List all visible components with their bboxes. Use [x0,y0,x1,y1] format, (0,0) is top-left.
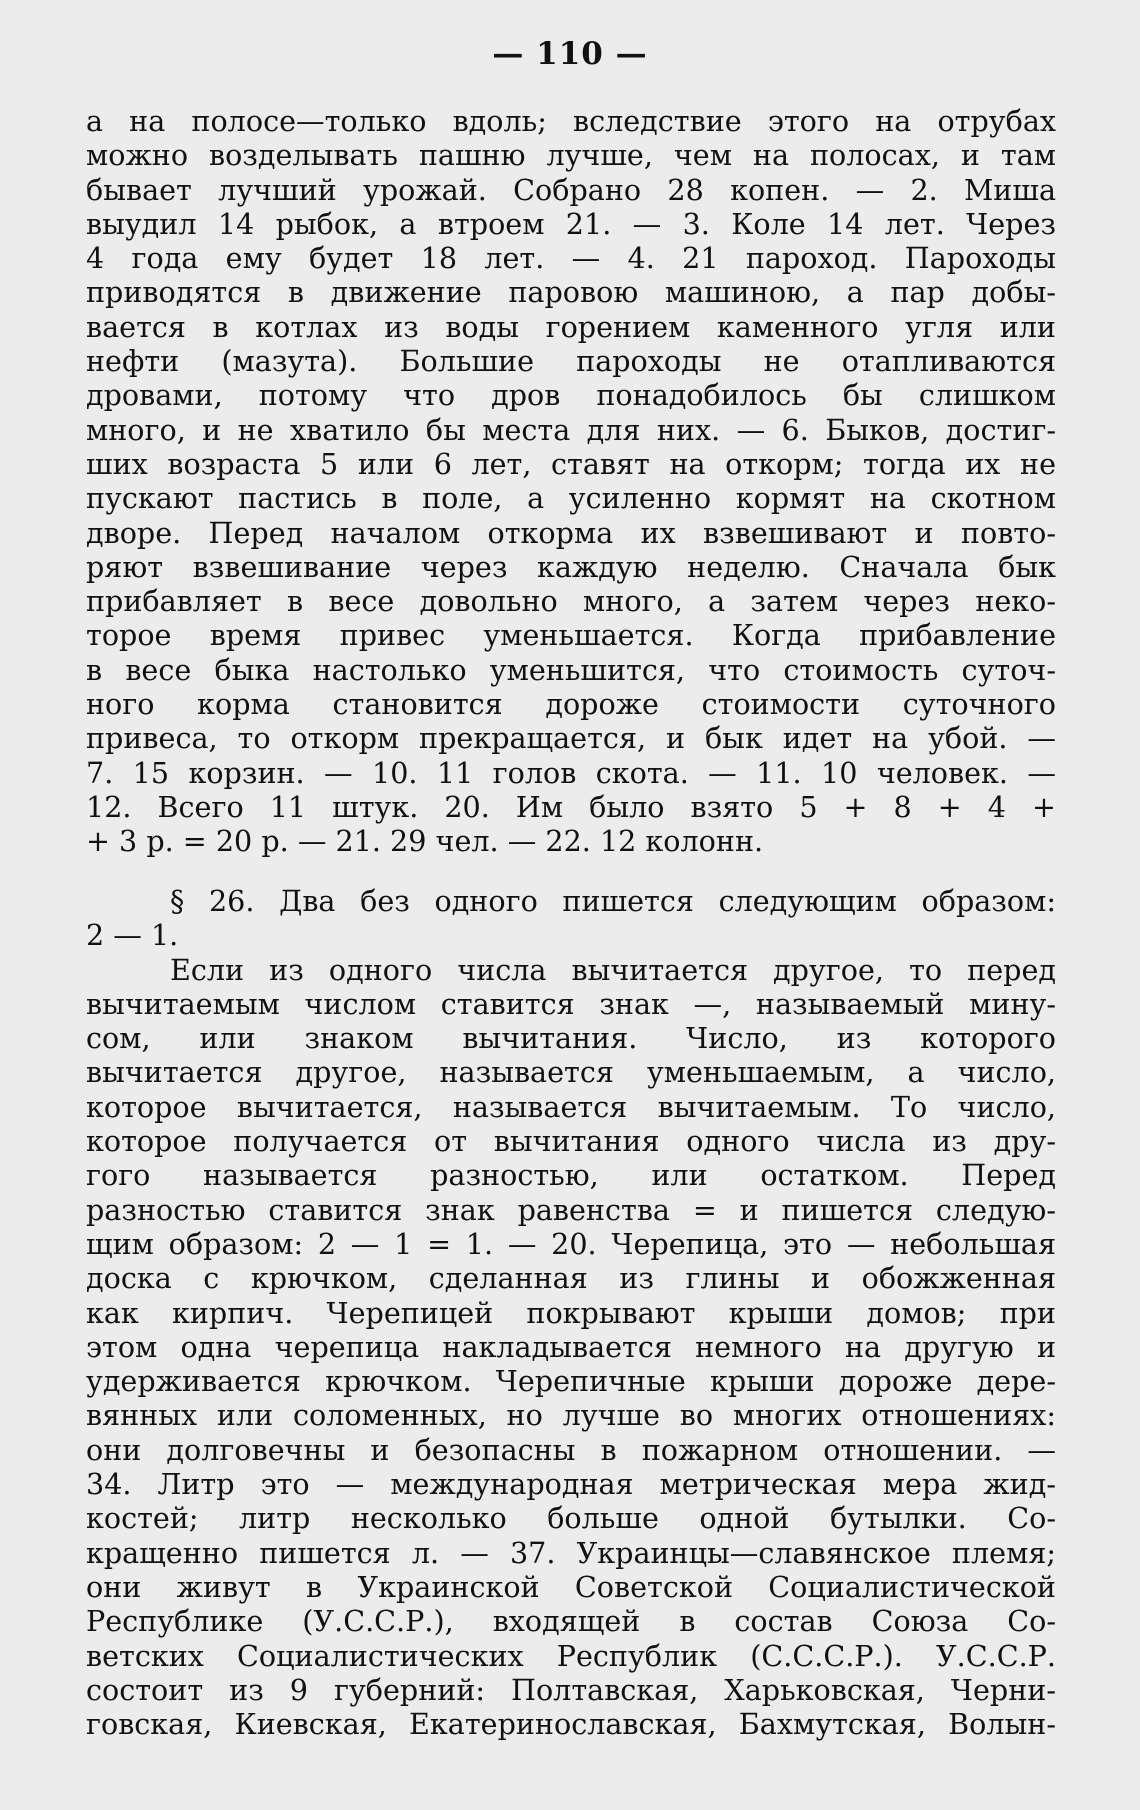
text-line: а на полосе—только вдоль; вследствие этого на отрубах [86,104,1056,138]
text-line: состоит из 9 губерний: Полтавская, Харьковская, Черни- [86,1672,1056,1707]
text-line: вается в котлах из воды горением каменного угля или [86,309,1056,344]
text-line: щим образом: 2 — 1 = 1. — 20. Черепица, это — небольшая [86,1226,1056,1261]
text-line: бывает лучший урожай. Собрано 28 копен. — 2. Миша [86,172,1056,207]
text-line: 4 года ему будет 18 лет. — 4. 21 пароход. Пароходы [86,241,1056,276]
text-line: как кирпич. Черепицей покрывают крыши домов; при [86,1295,1056,1330]
text-line: ного корма становится дороже стоимости суточного [86,687,1056,722]
text-line: приводятся в движение паровою машиною, а пар добы- [86,275,1056,310]
text-line: разностью ставится знак равенства = и пишется следую- [86,1192,1056,1227]
text-line: ряют взвешивание через каждую неделю. Сначала бык [86,549,1056,584]
text-line: удерживается крючком. Черепичные крыши дороже дере- [86,1364,1056,1399]
text-line: ших возраста 5 или 6 лет, ставят на откорм; тогда их не [86,446,1056,481]
text-line: прибавляет в весе довольно много, а затем через неко- [86,584,1056,619]
text-line: сом, или знаком вычитания. Число, из которого [86,1021,1056,1056]
text-line: кращенно пишется л. — 37. Украинцы—славянское племя; [86,1535,1056,1570]
text-line: торое время привес уменьшается. Когда прибавление [86,618,1056,653]
text-line: гого называется разностью, или остатком. Перед [86,1158,1056,1193]
text-line: 2 — 1. [86,918,179,953]
text-line: доска с крючком, сделанная из глины и обожженная [86,1261,1056,1296]
text-line: 34. Литр это — международная метрическая мера жид- [86,1467,1056,1502]
page-number: — 110 — [492,36,648,72]
text-line: можно возделывать пашню лучше, чем на полосах, и там [86,138,1056,173]
text-line: вычитается другое, называется уменьшаемым, а число, [86,1055,1056,1090]
text-line: они живут в Украинской Советской Социалистической [86,1569,1056,1604]
text-line: которое получается от вычитания одного числа из дру- [86,1124,1056,1159]
text-line: ветских Социалистических Республик (С.С.С.Р.). У.С.С.Р. [86,1638,1056,1673]
text-line: 12. Всего 11 штук. 20. Им было взято 5 + 8 + 4 + [86,789,1056,824]
text-line: пускают пастись в поле, а усиленно кормят на скотном [86,481,1056,516]
text-line: костей; литр несколько больше одной бутылки. Со- [86,1501,1056,1536]
text-line: в весе быка настолько уменьшится, что стоимость суточ- [86,652,1056,687]
text-line: вычитаемым числом ставится знак —, называемый мину- [86,986,1056,1021]
text-line: Если из одного числа вычитается другое, то перед [170,952,1056,987]
text-line: нефти (мазута). Большие пароходы не отапливаются [86,344,1056,379]
section-26-paragraph [86,884,1056,1741]
text-line: 7. 15 корзин. — 10. 11 голов скота. — 11. 10 человек. — [86,755,1056,790]
text-line: дровами, потому что дров понадобилось бы слишком [86,378,1056,413]
text-line: + 3 р. = 20 р. — 21. 29 чел. — 22. 12 колонн. [86,824,764,859]
answers-paragraph [86,104,1056,859]
text-line: выудил 14 рыбок, а втроем 21. — 3. Коле 14 лет. Через [86,206,1056,241]
text-line: этом одна черепица накладывается немного на другую и [86,1329,1056,1364]
text-line: привеса, то откорм прекращается, и бык идет на убой. — [86,721,1056,756]
section-heading-line: § 26. Два без одного пишется следующим образом: [170,884,1056,918]
text-line: Республике (У.С.С.Р.), входящей в состав Союза Со- [86,1604,1056,1639]
text-line: много, и не хватило бы места для них. — 6. Быков, достиг- [86,412,1056,447]
text-line: говская, Киевская, Екатеринославская, Бахмутская, Волын- [86,1707,1056,1742]
text-line: которое вычитается, называется вычитаемым. То число, [86,1089,1056,1124]
text-line: вянных или соломенных, но лучше во многих отношениях: [86,1398,1056,1433]
text-line: они долговечны и безопасны в пожарном отношении. — [86,1432,1056,1467]
text-line: дворе. Перед началом откорма их взвешивают и повто- [86,515,1056,550]
